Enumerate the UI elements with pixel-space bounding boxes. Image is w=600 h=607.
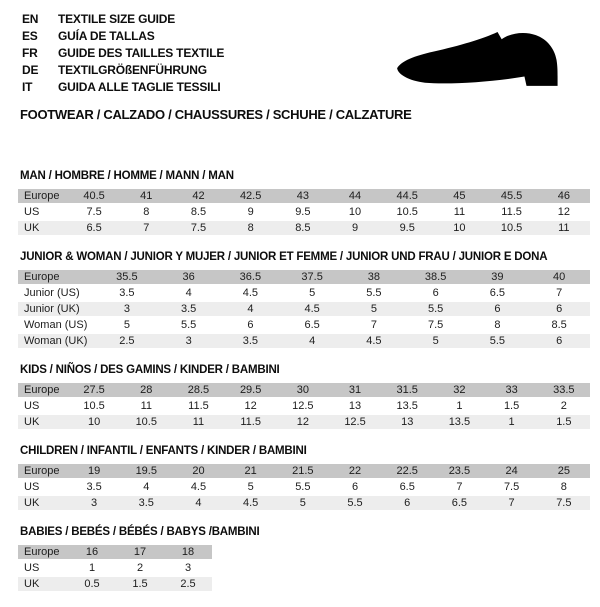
size-cell: 10 (433, 221, 485, 235)
size-cell: 41 (120, 189, 172, 203)
section-title: CHILDREN / INFANTIL / ENFANTS / KINDER / BAMBINI (20, 445, 307, 457)
row-label: UK (18, 221, 68, 235)
size-cell: 6.5 (433, 496, 485, 510)
size-cell: 3 (158, 334, 220, 348)
size-cell: 2 (538, 399, 590, 413)
size-row (18, 496, 590, 510)
size-cell: 12.5 (277, 399, 329, 413)
size-cell: 13 (381, 415, 433, 429)
size-cell: 8.5 (528, 318, 590, 332)
category-title: FOOTWEAR / CALZADO / CHAUSSURES / SCHUHE / CALZATURE (20, 107, 412, 122)
size-cell: 4.5 (343, 334, 405, 348)
row-label: US (18, 205, 68, 219)
language-title: TEXTILE SIZE GUIDE (58, 11, 176, 26)
size-row (18, 270, 590, 284)
size-cell: 13.5 (433, 415, 485, 429)
size-cell: 6.5 (381, 480, 433, 494)
size-cell: 11 (172, 415, 224, 429)
size-cell: 10 (68, 415, 120, 429)
size-table-babies (18, 543, 212, 593)
size-cell: 6 (528, 302, 590, 316)
size-cell: 28.5 (172, 383, 224, 397)
language-title: GUÍA DE TALLAS (58, 28, 155, 43)
size-cell: 27.5 (68, 383, 120, 397)
size-cell: 38 (343, 270, 405, 284)
size-cell: 16 (68, 545, 116, 559)
size-cell: 4 (220, 302, 282, 316)
size-cell: 19.5 (120, 464, 172, 478)
size-cell: 10.5 (486, 221, 538, 235)
size-cell: 4.5 (172, 480, 224, 494)
size-cell: 13.5 (381, 399, 433, 413)
size-row (18, 561, 212, 575)
size-cell: 6 (329, 480, 381, 494)
row-label: Europe (18, 270, 96, 284)
size-cell: 42 (172, 189, 224, 203)
size-cell: 25 (538, 464, 590, 478)
size-cell: 5.5 (405, 302, 467, 316)
size-cell: 5 (277, 496, 329, 510)
size-cell: 10.5 (120, 415, 172, 429)
size-cell: 24 (486, 464, 538, 478)
size-cell: 20 (172, 464, 224, 478)
size-cell: 22.5 (381, 464, 433, 478)
row-label: Europe (18, 383, 68, 397)
size-row (18, 577, 212, 591)
size-row (18, 302, 590, 316)
size-cell: 38.5 (405, 270, 467, 284)
size-cell: 13 (329, 399, 381, 413)
size-cell: 7.5 (405, 318, 467, 332)
size-cell: 6 (528, 334, 590, 348)
size-cell: 9 (225, 205, 277, 219)
size-cell: 10.5 (68, 399, 120, 413)
size-cell: 7 (343, 318, 405, 332)
size-cell: 8.5 (172, 205, 224, 219)
size-row (18, 545, 212, 559)
size-cell: 5 (405, 334, 467, 348)
size-cell: 4.5 (225, 496, 277, 510)
section-babies (18, 526, 590, 593)
language-row (22, 44, 224, 61)
size-cell: 11.5 (172, 399, 224, 413)
size-cell: 45.5 (486, 189, 538, 203)
size-cell: 31.5 (381, 383, 433, 397)
size-cell: 3.5 (220, 334, 282, 348)
size-cell: 32 (433, 383, 485, 397)
size-cell: 5 (96, 318, 158, 332)
size-cell: 3.5 (120, 496, 172, 510)
language-row (22, 27, 224, 44)
language-title: GUIDA ALLE TAGLIE TESSILI (58, 79, 221, 94)
size-row (18, 464, 590, 478)
size-cell: 5 (343, 302, 405, 316)
language-code: FR (22, 45, 38, 60)
size-cell: 5.5 (343, 286, 405, 300)
size-cell: 29.5 (225, 383, 277, 397)
size-cell: 4 (120, 480, 172, 494)
size-cell: 4 (172, 496, 224, 510)
size-cell: 5.5 (329, 496, 381, 510)
size-cell: 3 (96, 302, 158, 316)
size-tables (18, 170, 590, 607)
section-kids (18, 364, 590, 431)
language-code: ES (22, 28, 38, 43)
size-cell: 17 (116, 545, 164, 559)
size-cell: 46 (538, 189, 590, 203)
size-cell: 9.5 (277, 205, 329, 219)
language-code: IT (22, 79, 33, 94)
size-cell: 2.5 (164, 577, 212, 591)
language-code: EN (22, 11, 39, 26)
row-label: Europe (18, 464, 68, 478)
size-cell: 1 (68, 561, 116, 575)
size-cell: 21 (225, 464, 277, 478)
section-man (18, 170, 590, 237)
size-cell: 23.5 (433, 464, 485, 478)
size-cell: 40 (528, 270, 590, 284)
section-title: KIDS / NIÑOS / DES GAMINS / KINDER / BAMBINI (20, 364, 280, 376)
size-cell: 9 (329, 221, 381, 235)
size-row (18, 205, 590, 219)
size-table-children (18, 462, 590, 512)
size-cell: 1 (486, 415, 538, 429)
size-cell: 6 (405, 286, 467, 300)
language-title-block (22, 10, 224, 95)
size-table-junior-woman (18, 268, 590, 350)
row-label: Woman (US) (18, 318, 96, 332)
size-cell: 3.5 (68, 480, 120, 494)
row-label: Europe (18, 545, 68, 559)
row-label: Europe (18, 189, 68, 203)
size-cell: 12.5 (329, 415, 381, 429)
language-row (22, 78, 224, 95)
size-cell: 6.5 (281, 318, 343, 332)
size-cell: 10 (329, 205, 381, 219)
row-label: Junior (US) (18, 286, 96, 300)
size-cell: 36.5 (220, 270, 282, 284)
size-cell: 2.5 (96, 334, 158, 348)
size-cell: 4.5 (220, 286, 282, 300)
size-cell: 3.5 (96, 286, 158, 300)
size-cell: 5.5 (277, 480, 329, 494)
size-cell: 37.5 (281, 270, 343, 284)
size-cell: 5.5 (158, 318, 220, 332)
size-cell: 6 (381, 496, 433, 510)
size-table-kids (18, 381, 590, 431)
size-cell: 6 (467, 302, 529, 316)
size-cell: 45 (433, 189, 485, 203)
size-cell: 0.5 (68, 577, 116, 591)
size-cell: 7.5 (172, 221, 224, 235)
size-cell: 11.5 (225, 415, 277, 429)
size-row (18, 334, 590, 348)
size-cell: 7 (486, 496, 538, 510)
size-table-man (18, 187, 590, 237)
size-cell: 8 (538, 480, 590, 494)
size-cell: 11 (538, 221, 590, 235)
size-cell: 33 (486, 383, 538, 397)
size-cell: 36 (158, 270, 220, 284)
size-cell: 6 (220, 318, 282, 332)
size-cell: 11.5 (486, 205, 538, 219)
size-cell: 7 (433, 480, 485, 494)
size-cell: 7 (528, 286, 590, 300)
size-cell: 30 (277, 383, 329, 397)
size-row (18, 415, 590, 429)
size-cell: 6.5 (467, 286, 529, 300)
row-label: UK (18, 577, 68, 591)
size-cell: 39 (467, 270, 529, 284)
size-row (18, 286, 590, 300)
size-cell: 31 (329, 383, 381, 397)
dress-shoe-icon (394, 30, 570, 92)
language-title: GUIDE DES TAILLES TEXTILE (58, 45, 225, 60)
size-cell: 28 (120, 383, 172, 397)
size-cell: 4 (158, 286, 220, 300)
section-title: BABIES / BEBÉS / BÉBÉS / BABYS /BAMBINI (20, 526, 260, 538)
size-cell: 8 (467, 318, 529, 332)
size-cell: 1.5 (538, 415, 590, 429)
size-cell: 9.5 (381, 221, 433, 235)
size-cell: 7.5 (538, 496, 590, 510)
size-cell: 10.5 (381, 205, 433, 219)
size-cell: 22 (329, 464, 381, 478)
size-cell: 5 (225, 480, 277, 494)
size-cell: 1 (433, 399, 485, 413)
language-code: DE (22, 62, 39, 77)
size-cell: 5.5 (467, 334, 529, 348)
language-row (22, 10, 224, 27)
size-cell: 8 (120, 205, 172, 219)
size-cell: 8 (225, 221, 277, 235)
size-cell: 3.5 (158, 302, 220, 316)
size-cell: 12 (538, 205, 590, 219)
size-cell: 21.5 (277, 464, 329, 478)
section-title: MAN / HOMBRE / HOMME / MANN / MAN (20, 170, 234, 182)
size-cell: 44 (329, 189, 381, 203)
size-row (18, 318, 590, 332)
size-cell: 42.5 (225, 189, 277, 203)
row-label: UK (18, 415, 68, 429)
size-cell: 40.5 (68, 189, 120, 203)
section-title: JUNIOR & WOMAN / JUNIOR Y MUJER / JUNIOR ET FEMME / JUNIOR UND FRAU / JUNIOR E DONA (20, 251, 548, 263)
size-cell: 8.5 (277, 221, 329, 235)
size-cell: 2 (116, 561, 164, 575)
size-cell: 19 (68, 464, 120, 478)
size-cell: 4 (281, 334, 343, 348)
row-label: US (18, 399, 68, 413)
size-cell: 3 (68, 496, 120, 510)
size-cell: 12 (225, 399, 277, 413)
size-cell: 18 (164, 545, 212, 559)
size-cell: 3 (164, 561, 212, 575)
section-children (18, 445, 590, 512)
size-cell: 5 (281, 286, 343, 300)
row-label: US (18, 480, 68, 494)
size-row (18, 399, 590, 413)
size-cell: 11 (433, 205, 485, 219)
size-row (18, 480, 590, 494)
size-cell: 12 (277, 415, 329, 429)
size-cell: 7 (120, 221, 172, 235)
size-cell: 1.5 (116, 577, 164, 591)
size-cell: 43 (277, 189, 329, 203)
size-cell: 7.5 (486, 480, 538, 494)
size-row (18, 189, 590, 203)
size-cell: 4.5 (281, 302, 343, 316)
row-label: Junior (UK) (18, 302, 96, 316)
row-label: Woman (UK) (18, 334, 96, 348)
size-cell: 35.5 (96, 270, 158, 284)
size-cell: 7.5 (68, 205, 120, 219)
language-row (22, 61, 224, 78)
size-cell: 6.5 (68, 221, 120, 235)
section-junior-woman (18, 251, 590, 350)
row-label: US (18, 561, 68, 575)
row-label: UK (18, 496, 68, 510)
size-cell: 33.5 (538, 383, 590, 397)
size-cell: 44.5 (381, 189, 433, 203)
size-cell: 1.5 (486, 399, 538, 413)
size-row (18, 221, 590, 235)
size-cell: 11 (120, 399, 172, 413)
size-row (18, 383, 590, 397)
language-title: TEXTILGRÖßENFÜHRUNG (58, 62, 207, 77)
